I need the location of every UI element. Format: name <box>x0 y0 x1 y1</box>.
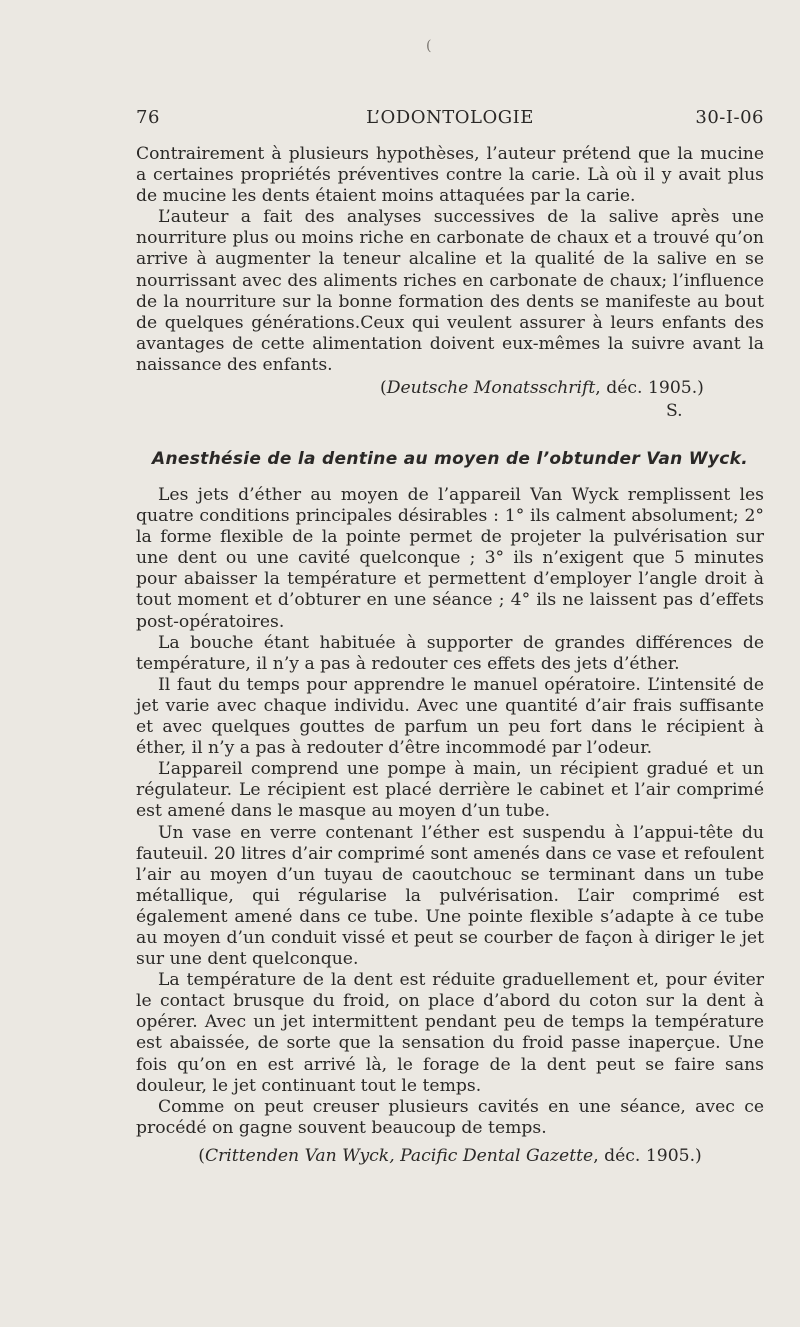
paragraph: Contrairement à plusieurs hypothèses, l’auteur prétend que la mucine a certaines propriétés préventives contre la carie. Là où il y avait plus de mucine les dents étaient moins attaquées par la carie. <box>136 144 764 207</box>
page-mark: ( <box>426 38 432 54</box>
paragraph: La bouche étant habituée à supporter de grandes différences de température, il n’y a pas à redouter ces effets des jets d’éther. <box>136 632 764 674</box>
section-anesthesie-text <box>136 485 764 1139</box>
issue-date: 30-I-06 <box>695 107 764 128</box>
section-heading: Anesthésie de la dentine au moyen de l’obtunder Van Wyck. <box>152 449 748 469</box>
paragraph: Un vase en verre contenant l’éther est suspendu à l’appui-tête du fauteuil. 20 litres d’air comprimé sont amenés dans ce vase et refoulent l’air au moyen d’un tuyau de caoutchouc se terminant dans un tube métallique, qui régularise la pulvérisation. L’air comprimé est également amené dans ce tube. Une pointe flexible s’adapte à ce tube au moyen d’un conduit vissé et peut se courber de façon à diriger le jet sur une dent quelconque. <box>136 822 764 970</box>
paragraph: La température de la dent est réduite graduellement et, pour éviter le contact brusque du froid, on place d’abord du coton sur la dent à opérer. Avec un jet intermittent pendant peu de temps la température est abaissée, de sorte que la sensation du froid passe inaperçue. Une fois qu’on en est arrivé là, le forage de la dent peut se faire sans douleur, le jet continuant tout le temps. <box>136 970 764 1096</box>
paragraph: L’auteur a fait des analyses successives de la salive après une nourriture plus ou moins riche en carbonate de chaux et a trouvé qu’on arrive à augmenter la teneur alcaline et la qualité de la salive en se nourrissant avec des aliments riches en carbonate de chaux; l’influence de la nourriture sur la bonne formation des dents se manifeste au bout de quelques générations.Ceux qui veulent assurer à leurs enfants des avantages de cette alimentation doivent eux-mêmes la suivre avant la naissance des enfants. <box>136 207 764 375</box>
paragraph: Il faut du temps pour apprendre le manuel opératoire. L’intensité de jet varie avec chaque individu. Avec une quantité d’air frais suffisante et avec quelques gouttes de parfum un peu fort dans le récipient à éther, il n’y a pas à redouter d’être incommodé par l’odeur. <box>136 674 764 759</box>
source-citation <box>380 378 704 398</box>
running-title: L’ODONTOLOGIE <box>366 107 534 128</box>
source-citation <box>136 1146 764 1166</box>
page-number: 76 <box>136 107 160 128</box>
citation-open: ( <box>198 1146 205 1166</box>
paragraph: L’appareil comprend une pompe à main, un récipient gradué et un régulateur. Le récipient est placé derrière le cabinet et l’air comprimé est amené dans le masque au moyen d’un tube. <box>136 759 764 822</box>
section-mucine-text <box>136 144 764 376</box>
citation-title: Deutsche Monatsschrift <box>386 378 596 398</box>
citation-open: ( <box>380 378 387 398</box>
paragraph: Les jets d’éther au moyen de l’appareil Van Wyck remplissent les quatre conditions principales désirables : 1° ils calment absolument; 2° la forme flexible de la pointe permet de projeter la pulvérisation sur une dent ou une cavité quelconque ; 3° ils n’exigent que 5 minutes pour abaisser la température et permettent d’employer l’angle droit à tout moment et d’obturer en une séance ; 4° ils ne laissent pas d’effets post-opératoires. <box>136 485 764 632</box>
paragraph: Comme on peut creuser plusieurs cavités en une séance, avec ce procédé on gagne souvent beaucoup de temps. <box>136 1096 764 1138</box>
citation-title: Crittenden Van Wyck, Pacific Dental Gazette <box>204 1146 594 1166</box>
citation-rest: , déc. 1905.) <box>595 378 704 398</box>
citation-rest: , déc. 1905.) <box>593 1146 702 1166</box>
author-signature: S. <box>666 401 683 421</box>
